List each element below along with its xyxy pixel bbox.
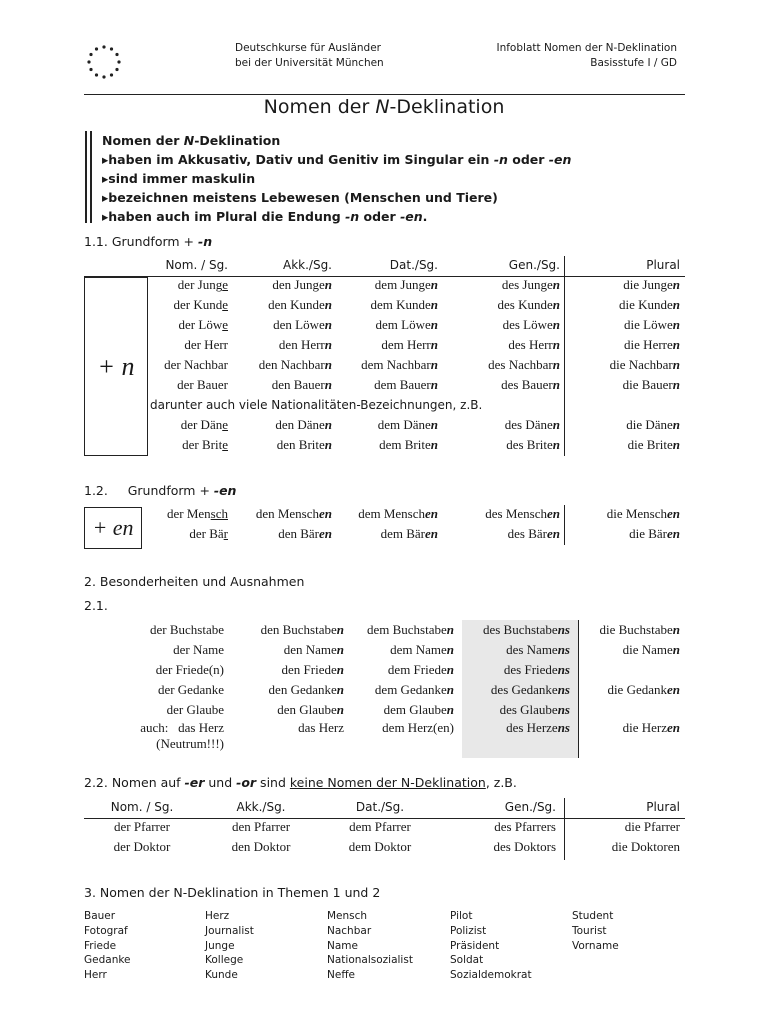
s11-akk: den Nachbarn bbox=[258, 357, 332, 372]
s11-gen: des Nachbarn bbox=[488, 357, 560, 372]
s21-row bbox=[110, 680, 684, 700]
s21-nom: der Gedanke bbox=[157, 682, 224, 697]
s11-nom: der Löwe bbox=[178, 317, 228, 332]
s12-plural: die Menschen bbox=[606, 506, 680, 521]
s21-plural: die Namen bbox=[622, 642, 680, 657]
s12-row bbox=[146, 524, 684, 544]
herz-gen: des Herzens bbox=[506, 720, 570, 735]
s21-nom: der Buchstabe bbox=[149, 622, 224, 637]
s11-nom: der Herr bbox=[184, 337, 228, 352]
s21-row bbox=[110, 620, 684, 640]
s21-akk: den Gedanken bbox=[268, 682, 344, 697]
s11-header-row bbox=[146, 255, 684, 275]
s11-nat-akk: den Dänen bbox=[275, 417, 332, 432]
section-1-2-heading: 1.2. Grundform + -en bbox=[84, 483, 237, 498]
s11-row bbox=[146, 335, 684, 355]
s21-dat: dem Namen bbox=[390, 642, 454, 657]
word-item: Journalist bbox=[205, 924, 254, 937]
word-column bbox=[327, 909, 413, 983]
s11-row bbox=[146, 355, 684, 375]
header-university: bei der Universität München bbox=[235, 57, 384, 69]
col-nom: Nom. / Sg. bbox=[165, 258, 228, 272]
intro-bar-1 bbox=[85, 131, 87, 223]
s11-plural: die Jungen bbox=[623, 277, 680, 292]
s11-nom: der Bauer bbox=[177, 377, 228, 392]
s12-plural: die Bären bbox=[629, 526, 680, 541]
header-institution: Deutschkurse für Ausländer bbox=[235, 42, 381, 54]
s22-cell: den Pfarrer bbox=[231, 819, 291, 834]
word-item: Nachbar bbox=[327, 924, 372, 937]
word-item: Präsident bbox=[450, 939, 500, 952]
s22-cell: des Pfarrers bbox=[494, 819, 556, 834]
s21-nom: der Glaube bbox=[166, 702, 224, 717]
s11-plural: die Herren bbox=[624, 337, 680, 352]
s11-nat-gen: des Dänen bbox=[504, 417, 560, 432]
s12-gen: des Bären bbox=[507, 526, 560, 541]
s12-akk: den Bären bbox=[278, 526, 332, 541]
section-2-heading: 2. Besonderheiten und Ausnahmen bbox=[84, 574, 305, 589]
s21-gen: des Gedankens bbox=[490, 682, 570, 697]
s11-akk: den Jungen bbox=[272, 277, 332, 292]
word-item: Sozialdemokrat bbox=[450, 969, 532, 982]
col-dat: Dat./Sg. bbox=[389, 258, 438, 272]
s11-nat-plural: die Dänen bbox=[626, 417, 680, 432]
s11-plural: die Nachbarn bbox=[609, 357, 680, 372]
s21-gen: des Namens bbox=[506, 642, 570, 657]
s22-header-row: Nom. / Sg. Akk./Sg. Dat./Sg. Gen./Sg. Plural bbox=[110, 800, 680, 814]
s21-akk: den Buchstaben bbox=[260, 622, 344, 637]
s12-table bbox=[146, 504, 684, 544]
s12-akk: den Menschen bbox=[255, 506, 332, 521]
s22-cell: des Doktors bbox=[493, 839, 556, 854]
s11-nat-nom: der Däne bbox=[180, 417, 228, 432]
header-right bbox=[496, 41, 677, 71]
word-item: Nationalsozialist bbox=[327, 954, 413, 967]
s11-nat-row bbox=[146, 415, 684, 435]
s21-akk: den Namen bbox=[283, 642, 344, 657]
s22-cell: dem Doktor bbox=[348, 839, 412, 854]
s22-cell: der Doktor bbox=[113, 839, 171, 854]
col-gen: Gen./Sg. bbox=[508, 258, 560, 272]
s11-row bbox=[146, 275, 684, 295]
word-column bbox=[205, 909, 254, 983]
nationality-note: darunter auch viele Nationalitäten-Bezeichnungen, z.B. bbox=[150, 398, 483, 412]
s21-herz-row bbox=[110, 720, 684, 756]
word-item: Tourist bbox=[572, 924, 607, 937]
s22-table bbox=[84, 797, 684, 857]
word-item: Polizist bbox=[450, 924, 487, 937]
word-item: Kunde bbox=[205, 969, 238, 982]
s11-plural: die Bauern bbox=[622, 377, 680, 392]
plus-en-box: + en bbox=[84, 507, 142, 549]
intro-heading: Nomen der N-Deklination bbox=[102, 133, 281, 148]
s11-note-row bbox=[146, 395, 684, 415]
s11-dat: dem Kunden bbox=[370, 297, 438, 312]
s11-akk: den Bauern bbox=[271, 377, 332, 392]
s21-dat: dem Frieden bbox=[387, 662, 454, 677]
s11-nat-dat: dem Briten bbox=[379, 437, 438, 452]
s11-row bbox=[146, 375, 684, 395]
s12-dat: dem Menschen bbox=[358, 506, 438, 521]
intro-bullet-2: ▸sind immer maskulin bbox=[102, 171, 256, 186]
section-3-heading: 3. Nomen der N-Deklination in Themen 1 und 2 bbox=[84, 885, 381, 900]
header-left bbox=[235, 41, 384, 71]
intro-bullet-4: ▸haben auch im Plural die Endung -n oder -en. bbox=[102, 209, 428, 224]
s12-nom: der Mensch bbox=[166, 506, 228, 521]
herz-nom: auch: das Herz (Neutrum!!!) bbox=[140, 720, 224, 751]
s21-akk: den Frieden bbox=[281, 662, 344, 677]
s11-nom: der Junge bbox=[177, 277, 228, 292]
col-akk: Akk./Sg. bbox=[282, 258, 332, 272]
s11-gen: des Bauern bbox=[501, 377, 560, 392]
word-item: Kollege bbox=[205, 954, 244, 967]
s21-row bbox=[110, 660, 684, 680]
s12-nom: der Bär bbox=[189, 526, 228, 541]
s11-table bbox=[146, 255, 684, 455]
herz-dat: dem Herz(en) bbox=[382, 720, 454, 735]
s11-nat-akk: den Briten bbox=[276, 437, 332, 452]
header-doc-title: Infoblatt Nomen der N-Deklination bbox=[496, 42, 677, 54]
s11-nat-dat: dem Dänen bbox=[377, 417, 438, 432]
word-item: Student bbox=[572, 910, 614, 922]
s21-row bbox=[110, 700, 684, 720]
section-2-2-heading: 2.2. Nomen auf -er und -or sind keine Nomen der N-Deklination, z.B. bbox=[84, 775, 517, 790]
s22-cell: den Doktor bbox=[231, 839, 291, 854]
s21-nom: der Friede(n) bbox=[155, 662, 224, 677]
s21-plural: die Buchstaben bbox=[599, 622, 680, 637]
s21-akk: den Glauben bbox=[277, 702, 344, 717]
s22-cell: dem Pfarrer bbox=[349, 819, 411, 834]
section-1-1-heading: 1.1. Grundform + -n bbox=[84, 234, 213, 249]
herz-akk: das Herz bbox=[298, 720, 344, 735]
s22-cell: die Doktoren bbox=[611, 839, 680, 854]
university-logo bbox=[86, 44, 122, 80]
s22-cell: der Pfarrer bbox=[114, 819, 170, 834]
word-item: Fotograf bbox=[84, 924, 128, 937]
s11-gen: des Kunden bbox=[497, 297, 560, 312]
word-item: Mensch bbox=[327, 910, 368, 922]
s21-row bbox=[110, 640, 684, 660]
s22-cell: die Pfarrer bbox=[624, 819, 680, 834]
s11-nat-gen: des Briten bbox=[506, 437, 560, 452]
s21-gen: des Friedens bbox=[503, 662, 570, 677]
section-2-1-heading: 2.1. bbox=[84, 598, 108, 613]
col-plural: Plural bbox=[646, 258, 680, 272]
s21-plural bbox=[574, 700, 684, 720]
s21-dat: dem Glauben bbox=[383, 702, 454, 717]
s21-table bbox=[110, 620, 684, 756]
s11-dat: dem Jungen bbox=[374, 277, 438, 292]
plus-n-box: + n bbox=[84, 277, 148, 456]
word-item: Friede bbox=[84, 939, 117, 952]
word-column bbox=[450, 909, 532, 983]
s11-dat: dem Bauern bbox=[374, 377, 438, 392]
s21-dat: dem Gedanken bbox=[374, 682, 454, 697]
s21-nom: der Name bbox=[173, 642, 224, 657]
s11-akk: den Kunden bbox=[268, 297, 332, 312]
herz-plural: die Herzen bbox=[622, 720, 680, 735]
intro-bar-2 bbox=[90, 131, 92, 223]
word-item: Bauer bbox=[84, 910, 116, 922]
s12-dat: dem Bären bbox=[380, 526, 438, 541]
s11-dat: dem Löwen bbox=[375, 317, 438, 332]
word-item: Neffe bbox=[327, 969, 356, 982]
s11-row bbox=[146, 295, 684, 315]
s11-nom: der Nachbar bbox=[164, 357, 228, 372]
s22-row bbox=[84, 817, 684, 837]
s11-nom: der Kunde bbox=[173, 297, 228, 312]
s22-row bbox=[84, 837, 684, 857]
word-item: Pilot bbox=[450, 910, 473, 922]
word-item: Name bbox=[327, 939, 358, 952]
s11-row bbox=[146, 315, 684, 335]
s11-nat-nom: der Brite bbox=[182, 437, 228, 452]
s21-plural bbox=[574, 660, 684, 680]
word-item: Herz bbox=[205, 910, 230, 922]
s11-nat-plural: die Briten bbox=[627, 437, 680, 452]
s11-akk: den Löwen bbox=[273, 317, 332, 332]
s11-nat-row bbox=[146, 435, 684, 455]
s11-dat: dem Nachbarn bbox=[361, 357, 438, 372]
header-level: Basisstufe I / GD bbox=[590, 57, 677, 69]
s12-gen: des Menschen bbox=[485, 506, 560, 521]
intro-bullet-1: ▸haben im Akkusativ, Dativ und Genitiv im Singular ein -n oder -en bbox=[102, 152, 572, 167]
s11-dat: dem Herrn bbox=[381, 337, 438, 352]
word-item: Gedanke bbox=[84, 954, 131, 967]
word-item: Herr bbox=[84, 969, 107, 982]
s11-gen: des Jungen bbox=[501, 277, 560, 292]
s21-plural: die Gedanken bbox=[607, 682, 680, 697]
word-item: Junge bbox=[205, 939, 235, 952]
s21-dat: dem Buchstaben bbox=[366, 622, 454, 637]
word-column bbox=[572, 909, 619, 953]
s11-gen: des Herrn bbox=[508, 337, 560, 352]
s12-row bbox=[146, 504, 684, 524]
header-rule bbox=[84, 94, 685, 95]
s21-gen: des Buchstabens bbox=[482, 622, 570, 637]
intro-box bbox=[102, 131, 571, 226]
intro-bullet-3: ▸bezeichnen meistens Lebewesen (Menschen und Tiere) bbox=[102, 190, 498, 205]
s11-gen: des Löwen bbox=[502, 317, 560, 332]
s11-plural: die Löwen bbox=[624, 317, 680, 332]
word-column bbox=[84, 909, 131, 983]
s11-plural: die Kunden bbox=[618, 297, 680, 312]
word-item: Vorname bbox=[572, 939, 619, 952]
page-title: Nomen der N-Deklination bbox=[263, 96, 505, 118]
s11-akk: den Herrn bbox=[278, 337, 332, 352]
word-item: Soldat bbox=[450, 954, 484, 967]
s21-gen: des Glaubens bbox=[499, 702, 570, 717]
